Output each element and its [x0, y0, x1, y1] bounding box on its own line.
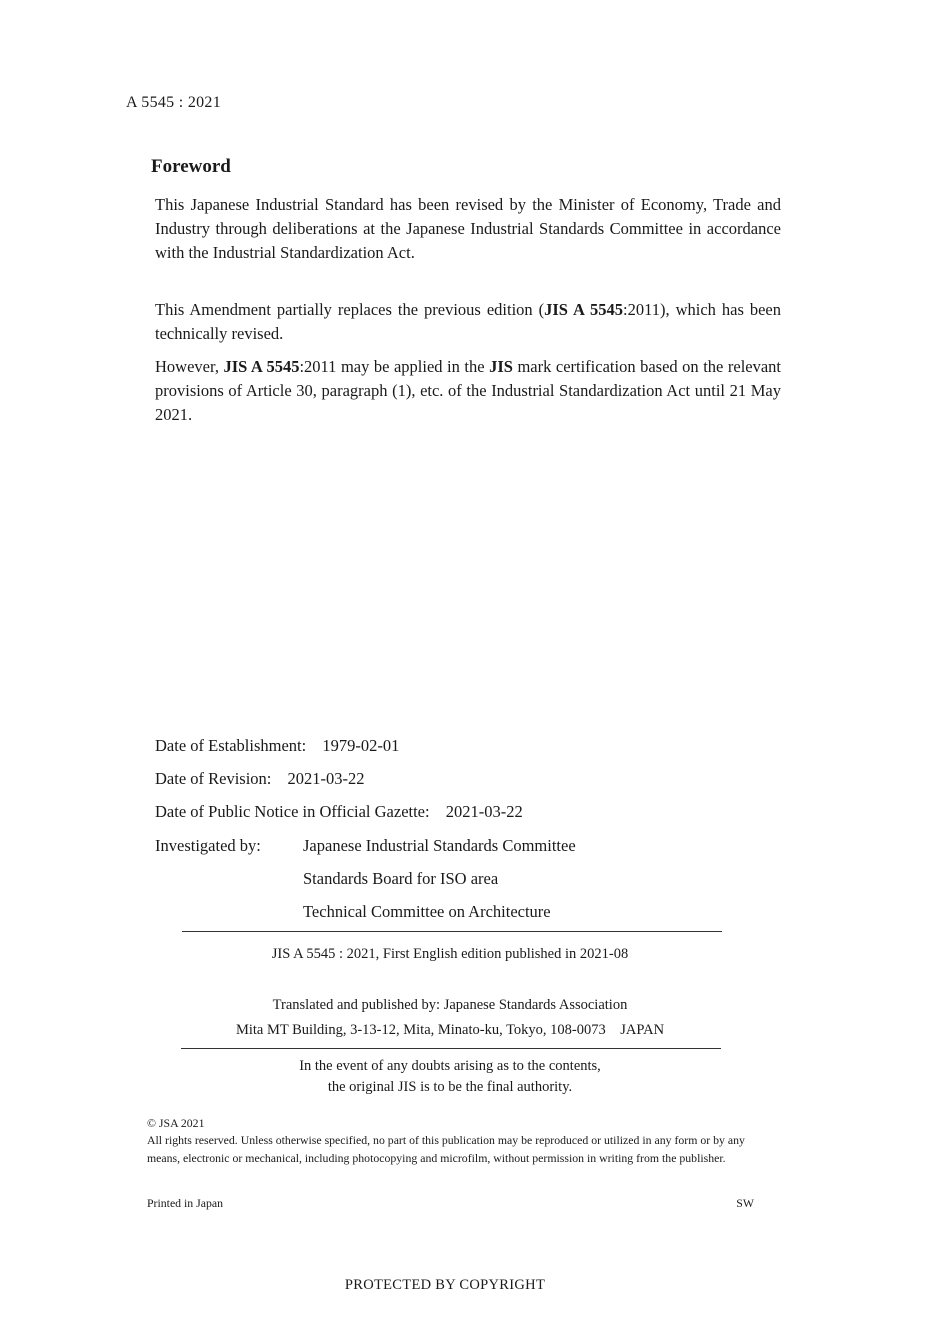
para2-text-b: :2011), which has been technically revised.	[155, 300, 781, 343]
rights-statement: All rights reserved. Unless otherwise specified, no part of this publication may be reproduced or utilized in any form or by any means, electronic or mechanical, including photocopying and microfilm, without permission in writing from the publisher.	[147, 1133, 745, 1165]
copyright-notice: © JSA 2021	[147, 1116, 205, 1130]
para3-standard-ref: JIS A 5545	[223, 357, 300, 376]
establishment-label: Date of Establishment:	[155, 736, 307, 755]
doubt-line-1: In the event of any doubts arising as to the contents,	[299, 1058, 601, 1074]
foreword-paragraph-3	[155, 355, 781, 427]
doubt-line-2: the original JIS is to be the final authority.	[327, 1079, 573, 1095]
para2-text-a: This Amendment partially replaces the previous edition (	[155, 300, 545, 319]
para3-text-a: However,	[155, 357, 224, 376]
divider-top	[182, 931, 722, 932]
para3-text-b: :2011 may be applied in the	[299, 357, 490, 376]
foreword-paragraph-2	[155, 298, 781, 346]
establishment-value: 1979-02-01	[322, 736, 400, 755]
printed-in: Printed in Japan	[147, 1196, 224, 1210]
investigated-technical-committee: Technical Committee on Architecture	[303, 902, 551, 921]
foreword-paragraph-1	[155, 193, 781, 265]
gazette-label: Date of Public Notice in Official Gazette:	[155, 802, 430, 821]
para3-text-c: mark certification based on the relevant provisions of Article 30, paragraph (1), etc. of the Industrial Standardization Act until 21 May 2021.	[155, 357, 782, 424]
revision-date-row	[155, 769, 365, 789]
publisher-line-2: Mita MT Building, 3-13-12, Mita, Minato-ku, Tokyo, 108-0073 JAPAN	[235, 1022, 665, 1038]
standard-id: A 5545 : 2021	[126, 94, 222, 111]
publisher-line-1: Translated and published by: Japanese Standards Association	[272, 997, 628, 1013]
investigated-committee: Japanese Industrial Standards Committee	[303, 836, 576, 855]
revision-value: 2021-03-22	[287, 769, 365, 788]
para2-standard-ref: JIS A 5545	[544, 300, 624, 319]
revision-label: Date of Revision:	[155, 769, 272, 788]
copyright-footer: PROTECTED BY COPYRIGHT	[344, 1277, 546, 1293]
investigated-board: Standards Board for ISO area	[303, 869, 499, 888]
divider-bottom	[181, 1048, 721, 1049]
print-code: SW	[736, 1196, 754, 1210]
para3-jis-mark: JIS	[489, 357, 513, 376]
gazette-value: 2021-03-22	[445, 802, 523, 821]
gazette-date-row	[155, 802, 523, 822]
investigated-label: Investigated by:	[155, 836, 261, 855]
establishment-date-row	[155, 736, 399, 756]
foreword-title: Foreword	[151, 156, 231, 177]
foreword-paragraph-1-text: This Japanese Industrial Standard has been revised by the Minister of Economy, Trade and Industry through deliberations at the Japanese Industrial Standards Committee in accordance with the Industrial Standardization Act.	[155, 195, 781, 262]
edition-line: JIS A 5545 : 2021, First English edition published in 2021-08	[271, 946, 629, 962]
